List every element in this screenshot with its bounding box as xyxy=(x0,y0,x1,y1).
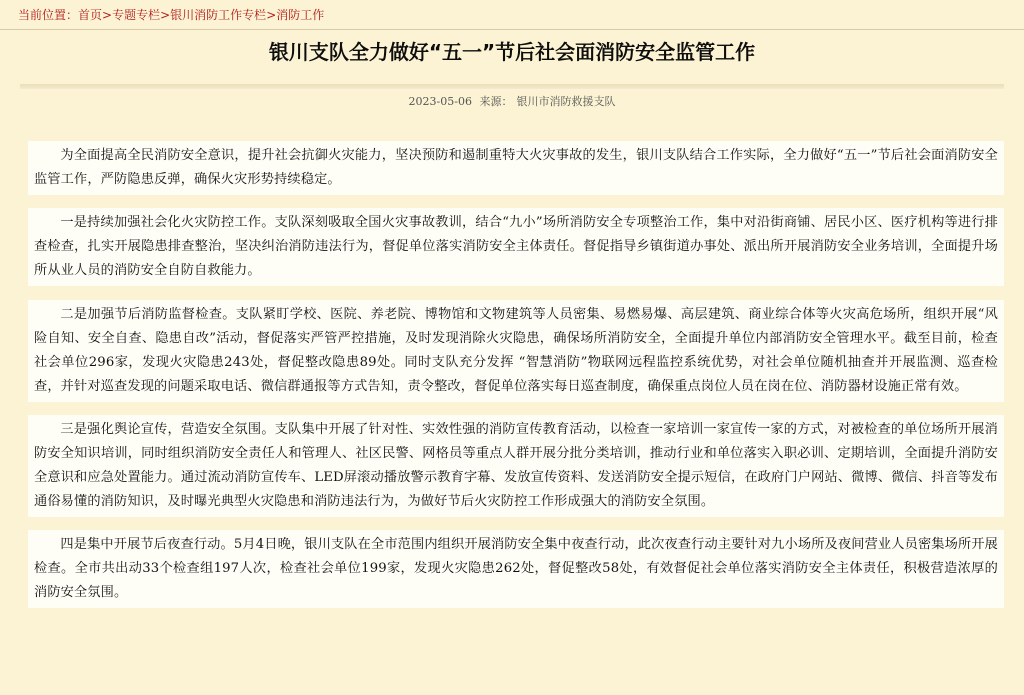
publish-date: 2023-05-06 xyxy=(408,95,472,108)
page-title: 银川支队全力做好“五一”节后社会面消防安全监管工作 xyxy=(268,40,756,64)
breadcrumb-link-home[interactable]: 首页 xyxy=(78,8,103,22)
breadcrumb-link-fire-work[interactable]: 消防工作 xyxy=(276,8,325,22)
breadcrumb-separator: > xyxy=(160,8,171,22)
article-paragraph-3: 三是强化舆论宣传，营造安全氛围。支队集中开展了针对性、实效性强的消防宣传教育活动，以检查一家培训一家宣传一家的方式，对被检查的单位场所开展消防安全知识培训，同时组织消防安全责任人和管理人、社区民警、网格员等重点人群开展分批分类培训，推动行业和单位落实入职必训、定期培训，全面提升消防安全意识和应急处置能力。通过流动消防宣传车、LED屏滚动播放警示教育字幕、发放宣传资料、发送消防安全提示短信，在政府门户网站、微博、微信、抖音等发布通俗易懂的消防知识，及时曝光典型火灾隐患和消防违法行为，为做好节后火灾防控工作形成强大的消防安全氛围。 xyxy=(28,415,1004,517)
article-body xyxy=(28,128,1004,612)
breadcrumb-separator: > xyxy=(102,8,113,22)
title-divider xyxy=(20,84,1004,89)
source-name: 银川市消防救援支队 xyxy=(516,95,616,108)
breadcrumb xyxy=(0,0,1024,30)
breadcrumb-link-topics[interactable]: 专题专栏 xyxy=(112,8,161,22)
article-paragraph-intro: 为全面提高全民消防安全意识，提升社会抗御火灾能力，坚决预防和遏制重特大火灾事故的发生，银川支队结合工作实际，全力做好“五一”节后社会面消防安全监管工作，严防隐患反弹，确保火灾形势持续稳定。 xyxy=(28,141,1004,195)
breadcrumb-link-fire-column[interactable]: 银川消防工作专栏 xyxy=(170,8,267,22)
breadcrumb-prefix: 当前位置： xyxy=(18,8,79,22)
source-label: 来源： xyxy=(479,95,513,108)
article-paragraph-1: 一是持续加强社会化火灾防控工作。支队深刻吸取全国火灾事故教训，结合“九小”场所消防安全专项整治工作，集中对沿街商铺、居民小区、医疗机构等进行排查检查，扎实开展隐患排查整治，坚决纠治消防违法行为，督促单位落实消防安全主体责任。督促指导乡镇街道办事处、派出所开展消防安全业务培训，全面提升场所从业人员的消防安全自防自救能力。 xyxy=(28,208,1004,286)
article-paragraph-4: 四是集中开展节后夜查行动。5月4日晚，银川支队在全市范围内组织开展消防安全集中夜查行动，此次夜查行动主要针对九小场所及夜间营业人员密集场所开展检查。全市共出动33个检查组197人次，检查社会单位199家，发现火灾隐患262处，督促整改58处，有效督促社会单位落实消防安全主体责任，积极营造浓厚的消防安全氛围。 xyxy=(28,530,1004,608)
article-meta xyxy=(0,94,1024,110)
breadcrumb-separator: > xyxy=(266,8,277,22)
article-paragraph-2: 二是加强节后消防监督检查。支队紧盯学校、医院、养老院、博物馆和文物建筑等人员密集、易燃易爆、高层建筑、商业综合体等火灾高危场所，组织开展“风险自知、安全自查、隐患自改”活动，督促落实严管严控措施，及时发现消除火灾隐患，确保场所消防安全，全面提升单位内部消防安全管理水平。截至目前，检查社会单位296家，发现火灾隐患243处，督促整改隐患89处。同时支队充分发挥 “智慧消防”物联网远程监控系统优势，对社会单位随机抽查并开展监测、巡查检查，并针对巡查发现的问题采取电话、微信群通报等方式告知，责令整改，督促单位落实每日巡查制度，确保重点岗位人员在岗在位、消防器材设施正常有效。 xyxy=(28,300,1004,402)
